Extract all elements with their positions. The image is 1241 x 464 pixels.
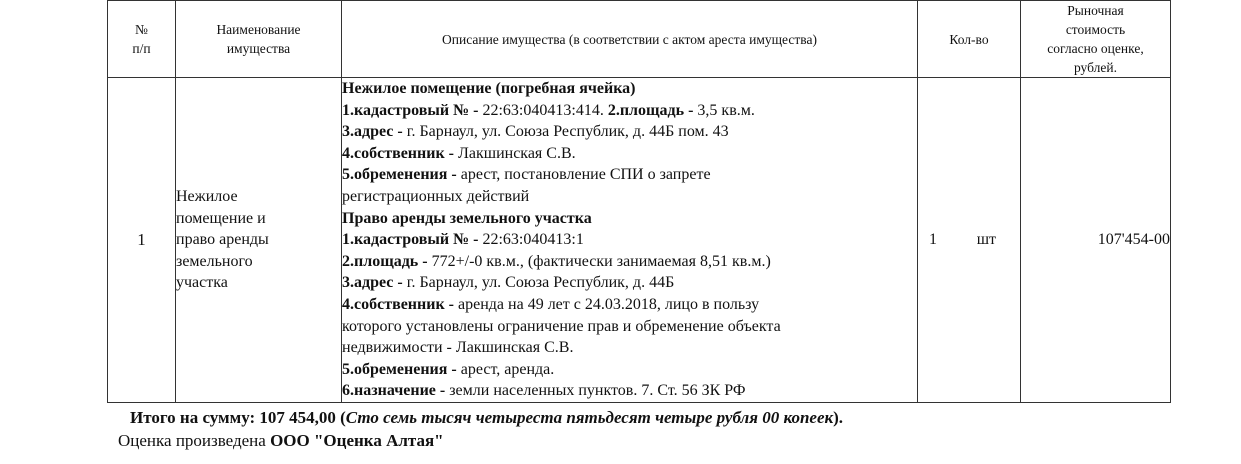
quantity-cell xyxy=(918,78,1021,403)
appraisal-note: Оценка произведена ООО "Оценка Алтая" xyxy=(118,431,444,450)
row-number: 1 xyxy=(108,78,176,403)
header-quantity: Кол-во xyxy=(918,1,1021,78)
description-line: 5.обременения - арест, постановление СПИ о запрете xyxy=(342,166,711,184)
total-in-words: Сто семь тысяч четыреста пятьдесят четыре рубля 00 копеек xyxy=(345,408,834,427)
header-market-value: Рыночная стоимость согласно оценке, рублей. xyxy=(1021,1,1171,78)
section-title-premises: Нежилое помещение (погребная ячейка) xyxy=(342,80,636,97)
description-line: 4.собственник - аренда на 49 лет с 24.03.2018, лицо в пользу xyxy=(342,295,760,313)
description-line: 5.обременения - арест, аренда. xyxy=(342,360,555,378)
property-description xyxy=(342,78,918,403)
quantity-value: 1 xyxy=(929,231,937,248)
section-title-land-lease: Право аренды земельного участка xyxy=(342,209,592,227)
header-name: Наименование имущества xyxy=(176,1,342,78)
description-line: 6.назначение - земли населенных пунктов. 7. Ст. 56 ЗК РФ xyxy=(342,382,746,400)
table-row xyxy=(108,78,1171,403)
description-line: 4.собственник - Лакшинская С.В. xyxy=(342,144,576,162)
description-line: 2.площадь - 772+/-0 кв.м., (фактически занимаемая 8,51 кв.м.) xyxy=(342,252,771,270)
description-line: регистрационных действий xyxy=(342,187,530,205)
property-table xyxy=(107,0,1171,403)
description-line: 1.кадастровый № - 22:63:040413:1 xyxy=(342,231,584,249)
appraiser-company: ООО "Оценка Алтая" xyxy=(270,431,444,450)
description-line: 3.адрес - г. Барнаул, ул. Союза Республик, д. 44Б xyxy=(342,274,675,292)
total-sum: Итого на сумму: 107 454,00 (Сто семь тысяч четыреста пятьдесят четыре рубля 00 копеек). xyxy=(130,408,844,427)
description-line: которого установлены ограничение прав и обременение объекта xyxy=(342,317,781,335)
description-line: 3.адрес - г. Барнаул, ул. Союза Республик, д. 44Б пом. 43 xyxy=(342,123,729,141)
property-name: Нежилое помещение и право аренды земельного участка xyxy=(176,78,342,403)
description-line: недвижимости - Лакшинская С.В. xyxy=(342,339,574,357)
market-value: 107'454-00 xyxy=(1021,78,1171,403)
header-description: Описание имущества (в соответствии с актом ареста имущества) xyxy=(342,1,918,78)
quantity-unit: шт xyxy=(976,231,996,248)
header-num: № п/п xyxy=(108,1,176,78)
description-line: 1.кадастровый № - 22:63:040413:414. 2.площадь - 3,5 кв.м. xyxy=(342,101,755,119)
table-header-row xyxy=(108,1,1171,78)
